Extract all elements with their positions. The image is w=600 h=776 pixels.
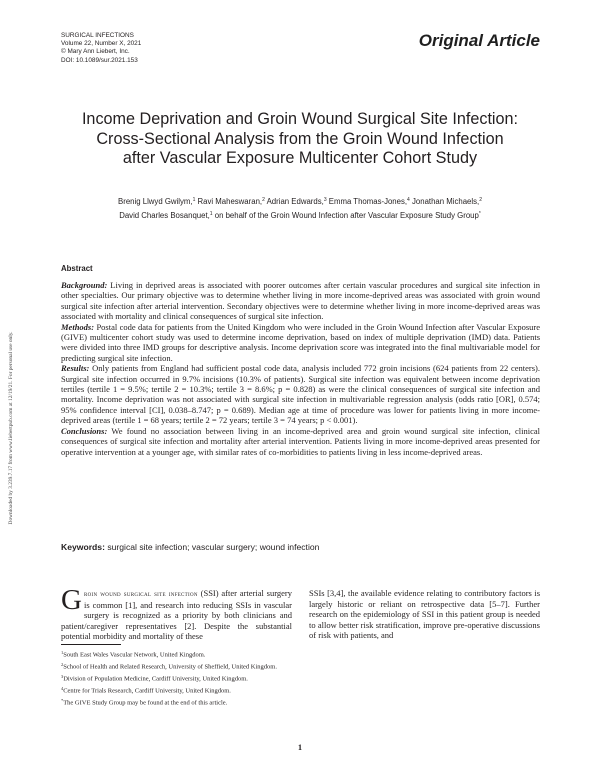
author-affiliation: 2: [262, 197, 265, 203]
keywords: [61, 542, 319, 552]
results-text: Only patients from England had sufficient postal code data, analysis included 772 groin incisions (624 patients from 22 centers). Surgical site infection occurred in 9.7% incisions (10.3% of patients). Surgical site infection was equivalent between income deprivation tertiles (tertile 1 = 9.5%; tertile 2 = 10.3%; tertile 3 = 8.6%; p = 0.828) as were the clinical consequences of surgical site infection and mortality. Income deprivation was not associated with surgical site infection in multivariable regression analysis (odds ratio [OR], 0.574; 95% confidence interval [CI], 0.038–8.747; p = 0.689). Median age at time of procedure was lower for patients living in more income-deprived areas (tertile 1 = 68 years; tertile 2 = 72 years; tertile 3 = 74 years; p < 0.001).: [61, 363, 540, 426]
abstract-body: [61, 280, 540, 457]
abstract-methods: [61, 322, 540, 364]
abstract-heading: Abstract: [61, 264, 93, 273]
journal-doi: DOI: 10.1089/sur.2021.153: [61, 56, 138, 64]
author-line-2: [40, 208, 560, 222]
footnote-text: Centre for Trials Research, Cardiff University, United Kingdom.: [63, 687, 231, 695]
author-affiliation: 1: [192, 197, 196, 203]
author-affiliation: 3: [323, 197, 327, 203]
abstract-background: [61, 280, 540, 322]
abstract-conclusions: [61, 426, 540, 457]
footnote: [61, 696, 461, 708]
footnote-marker: 4: [61, 685, 64, 691]
methods-label: Methods:: [61, 321, 95, 332]
intro-text: (SSI) after arterial surgery is common [1], and research into reducing SSIs in vascular surgery is recognized as a priority by both clinicians and patient/caregiver representatives [2]. Despite the substantial potential morbidity and mortality of these: [61, 588, 292, 642]
journal-volume: Volume 22, Number X, 2021: [61, 40, 142, 48]
footnote-marker: *: [61, 697, 64, 703]
author-list: [40, 194, 560, 222]
body-column-left: [61, 584, 292, 642]
keywords-text: surgical site infection; vascular surgery; wound infection: [104, 542, 320, 552]
author-name: David Charles Bosanquet,: [119, 211, 210, 220]
intro-smallcaps: roin wound surgical site infection: [83, 589, 198, 598]
download-notice-text: Downloaded by 3.239.7.17 from www.liebertpub.com at 12/19/21. For personal use only.: [8, 331, 14, 525]
background-label: Background:: [61, 280, 108, 290]
download-side-note: [4, 268, 18, 588]
footnote-text: The GIVE Study Group may be found at the end of this article.: [63, 699, 228, 707]
footnote-text: School of Health and Related Research, University of Sheffield, United Kingdom.: [63, 663, 277, 671]
conclusions-label: Conclusions:: [61, 425, 108, 436]
journal-info: [61, 32, 141, 65]
footnote-divider: [61, 644, 121, 645]
title-line-1: Income Deprivation and Groin Wound Surgical Site Infection:: [81, 110, 519, 128]
author-name: Adrian Edwards,: [264, 197, 324, 206]
page-number: 1: [297, 742, 303, 752]
journal-copyright: © Mary Ann Liebert, Inc.: [61, 48, 130, 56]
drop-cap: G: [61, 584, 82, 616]
footnote-marker: 3: [61, 673, 64, 679]
results-label: Results:: [61, 363, 90, 374]
article-type-label: Original Article: [418, 31, 540, 50]
background-text: Living in deprived areas is associated with poorer outcomes after certain vascular procedures and surgical site infection in other specialties. Our primary objective was to determine whether living in more income-deprived areas was associated with groin wound surgical site infection after arterial intervention. Secondary objectives were to determine whether living in more income-deprived areas was associated with mortality and clinical consequences of surgical site infection.: [61, 280, 540, 322]
journal-name: SURGICAL INFECTIONS: [61, 32, 134, 39]
article-title: [40, 110, 560, 169]
author-name: Jonathan Michaels,: [409, 197, 480, 206]
author-affiliation: 2: [479, 197, 482, 203]
author-affiliation: *: [478, 211, 481, 217]
footnote: [61, 684, 461, 696]
title-line-2: Cross-Sectional Analysis from the Groin Wound Infection: [96, 129, 504, 148]
study-group-name: on behalf of the Groin Wound Infection after Vascular Exposure Study Group: [212, 211, 479, 220]
author-affiliation: 1: [209, 211, 213, 217]
footnote-text: Division of Population Medicine, Cardiff University, United Kingdom.: [63, 675, 248, 683]
footnote-marker: 2: [61, 661, 64, 667]
author-name: Ravi Maheswaran,: [195, 197, 263, 206]
author-affiliation: 4: [407, 197, 410, 203]
intro-paragraph: [61, 584, 292, 642]
methods-text: Postal code data for patients from the United Kingdom who were included in the Groin Wound Infection after Vascular Exposure (GIVE) multicenter cohort study was used to determine income deprivation, based on index of multiple deprivation (IMD) data. Patients were divided into three IMD groups for descriptive analysis. Income deprivation score was integrated into the final multivariable model for predicting surgical site infection.: [61, 321, 540, 363]
footnote-text: South East Wales Vascular Network, United Kingdom.: [63, 651, 206, 659]
footnote: [61, 648, 461, 660]
author-name: Emma Thomas-Jones,: [326, 197, 408, 206]
author-line-1: [40, 194, 560, 208]
affiliation-footnotes: [61, 648, 461, 708]
keywords-label: Keywords:: [61, 542, 105, 552]
footnote: [61, 660, 461, 672]
footnote-marker: 1: [61, 650, 64, 655]
right-column-text: SSIs [3,4], the available evidence relating to contributory factors is largely historic or reliant on retrospective data [5–7]. Further research on the epidemiology of SSI in this patient group is needed to allow better risk stratification, improve pre-operative discussions of risk with patients, and: [309, 588, 540, 641]
body-column-right: [309, 588, 540, 641]
title-line-3: after Vascular Exposure Multicenter Cohort Study: [122, 149, 478, 168]
abstract-results: [61, 363, 540, 425]
footnote: [61, 672, 461, 684]
author-name: Brenig Llwyd Gwilym,: [118, 197, 193, 206]
conclusions-text: We found no association between living in an income-deprived area and groin wound surgical site infection, clinical consequences of surgical site infection and mortality after arterial intervention. Patients living in more income-deprived areas presented for operative intervention at a younger age, with similar rates of co-morbidities to patients living in less income-deprived areas.: [61, 425, 540, 457]
